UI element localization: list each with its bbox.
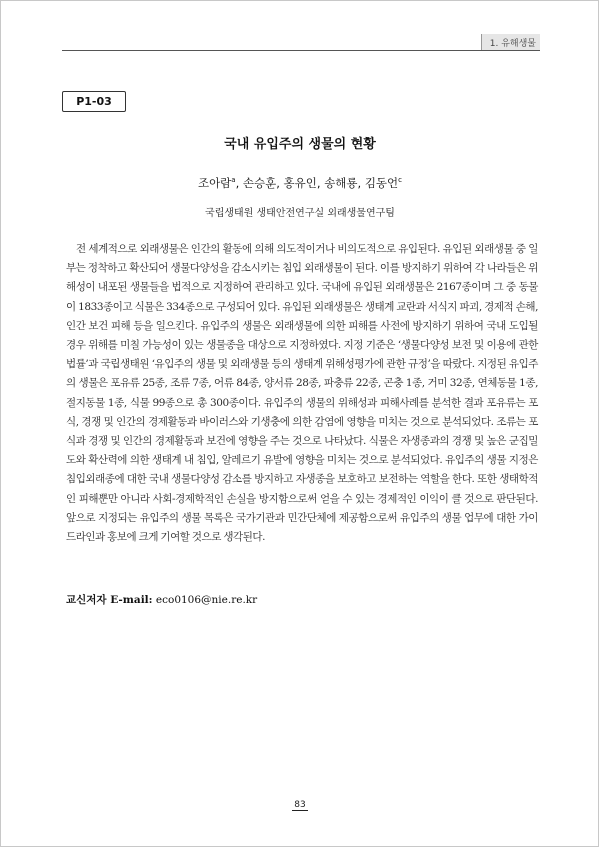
contact-label: 교신저자 E-mail: (66, 594, 153, 606)
author-affiliation-mark: a (231, 176, 236, 185)
author-separator: , (276, 176, 284, 190)
author-name: 조아람 (197, 176, 232, 190)
author-list (60, 175, 540, 191)
abstract-body: 전 세계적으로 외래생물은 인간의 활동에 의해 의도적이거나 비의도적으로 유입된다. 유입된 외래생물 중 일부는 정착하고 확산되어 생물다양성을 감소시키는 침입 외래생물이 된다. 이를 방지하기 위하여 각 나라들은 위해성이 내포된 생물들을 법적으로 지정하여 관리하고 있다. 국내에 유입된 외래생물은 2167종이며 그 중 동물이 1833종이고 식물은 334종으로 구성되어 있다. 유입된 외래생물은 생태계 교란과 서식지 파괴, 경제적 손해, 인간 보건 피해 등을 일으킨다. 유입주의 생물은 외래생물에 의한 피해를 사전에 방지하기 위하여 국내 도입될 경우 위해를 미칠 가능성이 있는 생물종을 대상으로 지정하였다. 지정 기준은 ‘생물다양성 보전 및 이용에 관한 법률’과 국립생태원 ‘유입주의 생물 및 외래생물 등의 생태계 위해성평가에 관한 규정’을 따랐다. 지정된 유입주의 생물은 포유류 25종, 조류 7종, 어류 84종, 양서류 28종, 파충류 22종, 곤충 1종, 거미 32종, 연체동물 1종, 절지동물 1종, 식물 99종으로 총 300종이다. 유입주의 생물의 위해성과 피해사례를 분석한 결과 포유류는 포식, 경쟁 및 인간의 경제활동과 바이러스와 기생충에 의한 감염에 영향을 미치는 것으로 분석되었다. 조류는 포식과 경쟁 및 인간의 경제활동과 보건에 영향을 주는 것으로 나타났다. 식물은 자생종과의 경쟁 및 높은 군집밀도와 확산력에 의한 생태계 내 침입, 알레르기 유발에 영향을 미치는 것으로 분석되었다. 유입주의 생물 지정은 침입외래종에 대한 국내 생물다양성 감소를 방지하고 자생종을 보호하고 보전하는 역할을 한다. 또한 생태학적인 피해뿐만 아니라 사회-경제학적인 손실을 방지함으로써 얻을 수 있는 경제적인 이익이 클 것으로 판단된다. 앞으로 지정되는 유입주의 생물 목록은 국가기관과 민간단체에 제공함으로써 유입주의 생물 업무에 대한 가이드라인과 홍보에 크게 기여할 것으로 생각된다. (66, 243, 538, 544)
paper-code-badge: P1-03 (62, 91, 126, 112)
author-name: 홍유인 (283, 176, 317, 190)
header-section-tab (481, 34, 540, 50)
paper-title: 국내 유입주의 생물의 현황 (224, 137, 376, 152)
author-name: 손승훈 (242, 176, 277, 190)
author-separator: , (235, 176, 243, 190)
page-footer (0, 792, 600, 811)
page-number: 83 (294, 800, 306, 810)
author-separator: , (357, 176, 365, 190)
header-section-label: 1. 유해생물 (489, 39, 536, 49)
author-separator: , (316, 176, 325, 190)
author-affiliation: 국립생태원 생태안전연구실 외래생물연구팀 (205, 208, 395, 219)
running-header (62, 34, 540, 51)
author-name: 김동언 (364, 176, 399, 190)
contact-email[interactable]: eco0106@nie.re.kr (155, 594, 258, 606)
corresponding-author-contact (66, 592, 257, 607)
author-affiliation-mark: c (398, 176, 403, 185)
author-name: 송해룡 (324, 176, 358, 190)
